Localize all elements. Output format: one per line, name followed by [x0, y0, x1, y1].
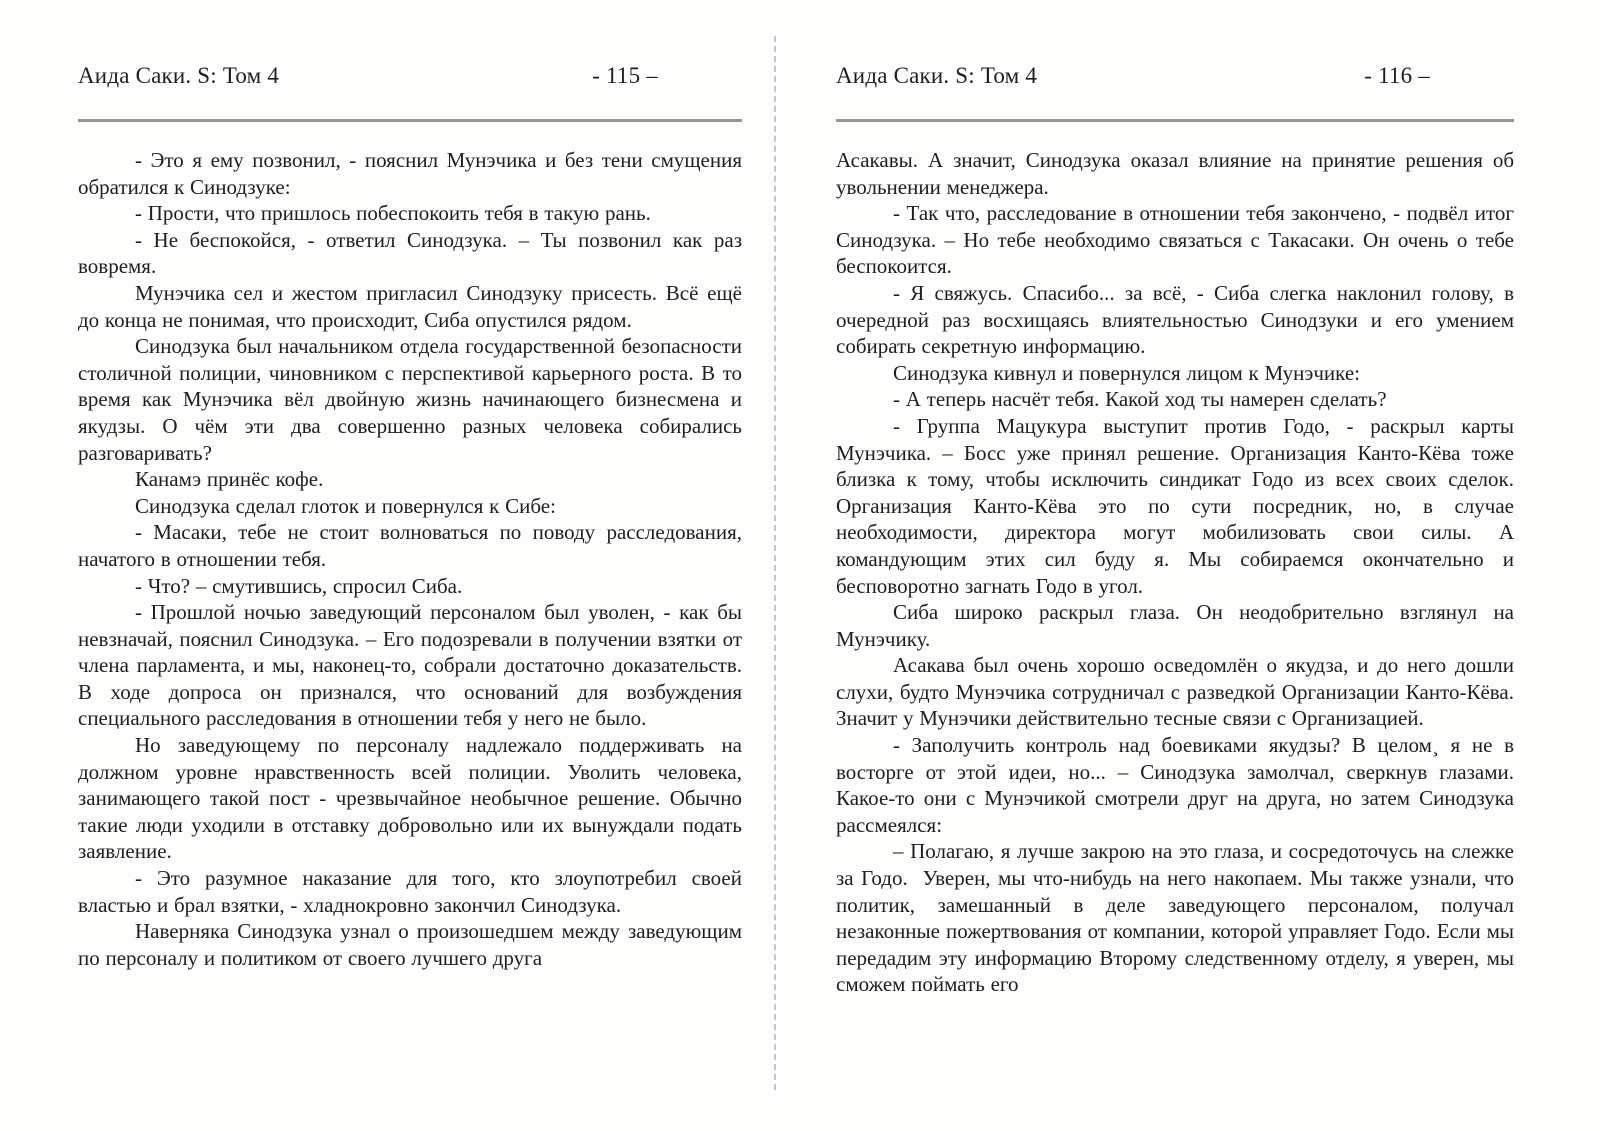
paragraph: - Прошлой ночью заведующий персоналом был уволен, - как бы невзначай, пояснил Синодзука. – Его подозревали в получении взятки от члена парламента, и мы, наконец-то, собрали достаточно доказательств. В ходе допроса он признался, что оснований для возбуждения специального расследования в отношении тебя у него не было. [78, 600, 742, 731]
page-body [836, 147, 1514, 998]
paragraph: Синодзука сделал глоток и повернулся к Сибе: [135, 493, 556, 518]
paragraph: - Я свяжусь. Спасибо... за всё, - Сиба слегка наклонил голову, в очередной раз восхищаясь влиятельностью Синодзуки и его умением собирать секретную информацию. [836, 280, 1514, 359]
paragraph: - Это разумное наказание для того, кто злоупотребил своей властью и брал взятки, - хладнокровно закончил Синодзука. [78, 866, 742, 917]
page-number: - 116 – [1364, 63, 1430, 88]
page-header [836, 55, 1514, 89]
paragraph: - Заполучить контроль над боевиками якудзы? В целом¸ я не в восторге от этой идеи, но... – Синодзука замолчал, сверкнув глазами. Какое-то они с Мунэчикой смотрели друг на друга, но затем Синодзука рассмеялся: [836, 733, 1514, 837]
paragraph: Синодзука кивнул и повернулся лицом к Мунэчике: [893, 360, 1360, 385]
paragraph: Асакавы. А значит, Синодзука оказал влияние на принятие решения об увольнении менеджера. [836, 148, 1514, 199]
paragraph: Мунэчика сел и жестом пригласил Синодзуку присесть. Всё ещё до конца не понимая, что происходит, Сиба опустился рядом. [78, 280, 742, 332]
paragraph: - А теперь насчёт тебя. Какой ход ты намерен сделать? [893, 387, 1387, 412]
paragraph: Канамэ принёс кофе. [135, 467, 324, 492]
paragraph: Сиба широко раскрыл глаза. Он неодобрительно взглянул на Мунэчику. [836, 600, 1514, 651]
paragraph: Асакава был очень хорошо осведомлён о якудза, и до него дошли слухи, будто Мунэчика сотрудничал с разведкой Организации Канто-Кёва. Значит у Мунэчики действительно тесные связи с Организацией. [836, 653, 1514, 731]
paragraph: Но заведующему по персоналу надлежало поддерживать на должном уровне нравственность всей полиции. Уволить человека, занимающего такой пост - чрезвычайное необычное решение. Обычно такие люди уходили в отставку добровольно или их вынуждали подать заявление. [78, 733, 742, 864]
book-title: Аида Саки. S: Том 4 [836, 63, 1038, 88]
paragraph: - Группа Мацукура выступит против Годо, - раскрыл карты Мунэчика. – Босс уже принял решение. Организация Канто-Кёва тоже близка к тому, чтобы исключить синдикат Годо из всех своих сделок. Организация Канто-Кёва это по сути посредник, но, в случае необходимости, директора могут мобилизовать свои силы. А командующим этих сил буду я. Мы собираемся окончательно и бесповоротно загнать Годо в угол. [836, 413, 1514, 598]
paragraph: - Не беспокойся, - ответил Синодзука. – Ты позвонил как раз вовремя. [78, 227, 742, 279]
header-rule [78, 119, 742, 122]
page-116 [836, 55, 1514, 998]
paragraph: - Что? – смутившись, спросил Сиба. [135, 573, 463, 598]
paragraph: - Так что, расследование в отношении тебя закончено, - подвёл итог Синодзука. – Но тебе необходимо связаться с Такасаки. Он очень о тебе беспокоится. [836, 201, 1514, 279]
paragraph: - Это я ему позвонил, - пояснил Мунэчика и без тени смущения обратился к Синодзуке: [78, 148, 742, 199]
header-rule [836, 119, 1514, 122]
page-body [78, 147, 742, 971]
paragraph: - Масаки, тебе не стоит волноваться по поводу расследования, начатого в отношении тебя. [78, 520, 742, 571]
paragraph: Синодзука был начальником отдела государственной безопасности столичной полиции, чиновником с перспективой карьерного роста. В то время как Мунэчика вёл двойную жизнь начинающего бизнесмена и якудзы. О чём эти два совершенно разных человека собирались разговаривать? [78, 334, 742, 465]
paragraph: Наверняка Синодзука узнал о произошедшем между заведующим по персоналу и политиком от своего лучшего друга [78, 919, 742, 970]
book-title: Аида Саки. S: Том 4 [78, 63, 280, 88]
paragraph: - Прости, что пришлось побеспокоить тебя в такую рань. [135, 201, 651, 226]
page-header [78, 55, 742, 89]
page-115 [78, 55, 742, 971]
page-divider [774, 36, 776, 1090]
page-number: - 115 – [592, 63, 658, 88]
paragraph: – Полагаю, я лучше закрою на это глаза, и сосредоточусь на слежке за Годо. Уверен, мы что-нибудь на него накопаем. Мы также узнали, что политик, замешанный в деле заведующего персоналом, получал незаконные пожертвования от компании, которой управляет Годо. Если мы передадим эту информацию Второму следственному отделу, я уверен, мы сможем поймать его [836, 839, 1514, 997]
